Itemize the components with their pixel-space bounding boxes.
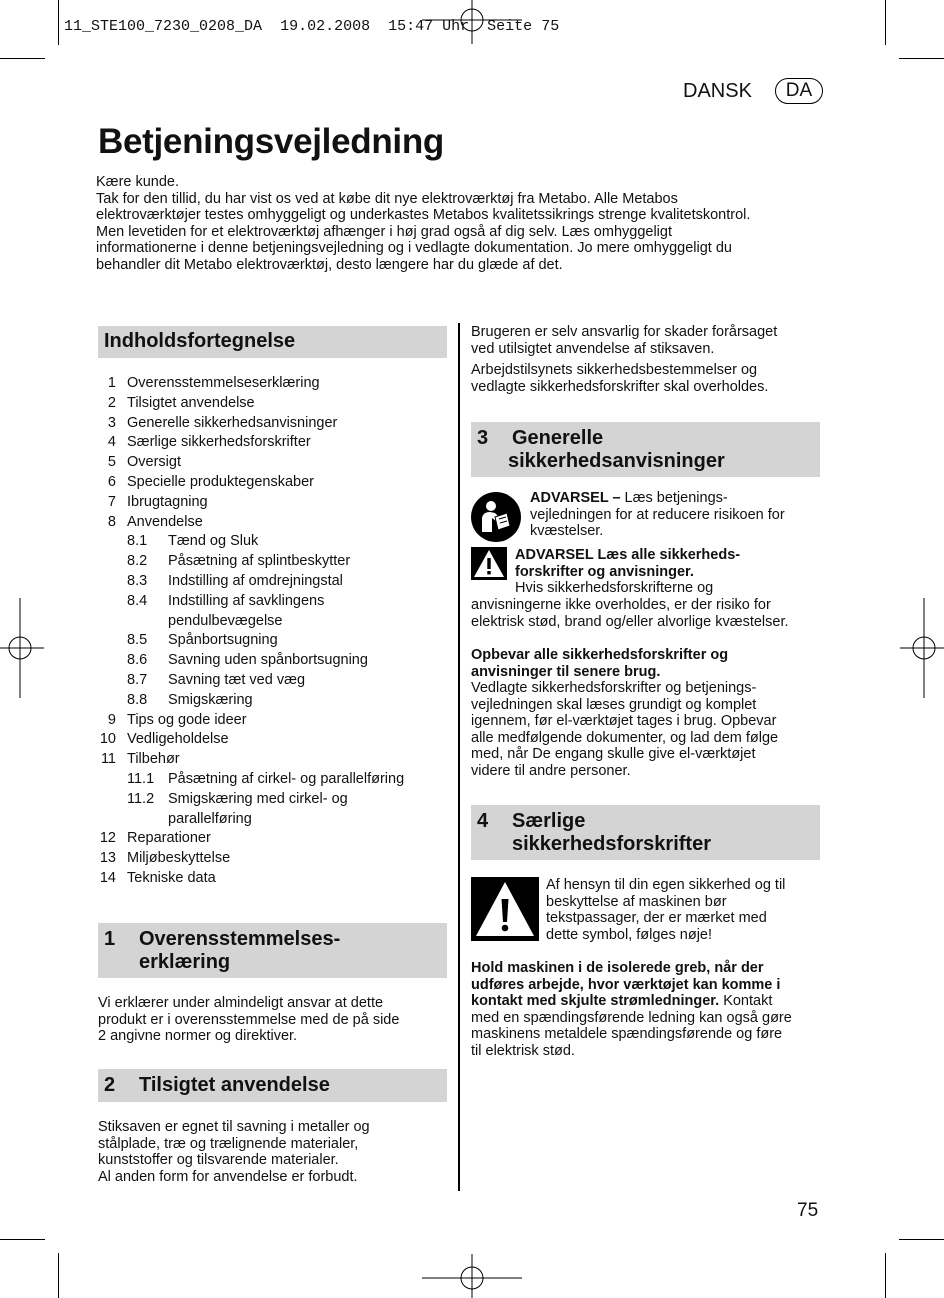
toc-item-label: Specielle produktegenskaber [127,474,315,490]
toc-item-label: Overensstemmelseserklæring [127,375,320,391]
print-time: 15:47 [388,18,434,35]
toc-item-label: Miljøbeskyttelse [127,850,231,867]
language-label: DANSK [683,80,752,102]
toc-item-label: Spånbortsugning [168,632,278,649]
section-3-number: 3 [477,427,489,449]
print-header [64,1,559,35]
registration-mark-right [900,598,944,698]
toc-item-label: Indstilling af savklingens [168,592,325,609]
toc-item-number: 8.5 [127,632,148,649]
toc-item-number: 7 [107,493,116,510]
toc-item-label: Tekniske data [127,870,216,886]
toc-item-number: 13 [99,850,116,867]
intro-line: elektroværktøjer testes omhyggeligt og underkastes Metabos kvalitetssikrings strenge kvalitetskontrol. [96,207,751,223]
crop-mark [885,1253,886,1298]
toc-item-number: 2 [107,394,116,411]
crop-mark [885,0,886,45]
intro-text [96,174,836,273]
toc-item-number: 14 [99,870,116,886]
intro-line: Kære kunde. [96,174,180,190]
page-number: 75 [797,1200,819,1221]
print-slug: 11_STE100_7230_0208_DA [64,18,263,35]
toc-item-number: 5 [107,454,116,471]
warning-read-manual: ADVARSEL – Læs betjenings- vejledningen for at reducere risikoen for kvæstelser. [530,490,785,539]
toc-item-label: Tips og gode ideer [127,711,247,728]
section-2-line: kunststoffer og tilsvarende materialer. [98,1152,339,1168]
section-2-title: Tilsigtet anvendelse [139,1074,330,1096]
section-1-title-line2: erklæring [139,951,231,973]
column-divider [458,323,460,1191]
section-1-line: 2 angivne normer og direktiver. [98,1028,298,1044]
print-time-unit: Uhr [442,18,470,35]
registration-mark-bottom [422,1254,522,1298]
section-4-title-line2: sikkerhedsforskrifter [512,833,711,855]
crop-mark [58,1253,59,1298]
toc-item-label: pendulbevægelse [168,612,283,629]
toc-item-number: 11 [100,751,116,768]
toc-item-number: 6 [107,474,116,490]
toc-item-number: 12 [99,830,116,847]
right-intro-line: vedlagte sikkerhedsforskrifter skal overholdes. [471,378,769,395]
toc-item-number: 4 [107,434,116,451]
toc-item-number: 3 [107,414,116,431]
toc-item-number: 1 [107,375,116,391]
crop-mark [0,58,45,59]
toc-item-label: Savning uden spånbortsugning [168,652,368,669]
large-warning-triangle-icon [471,877,539,941]
section-1-title-line1: Overensstemmelses- [139,928,341,950]
toc-item-number: 8.7 [127,672,148,688]
warning-triangle-icon [471,547,507,580]
warning-read-all: ADVARSEL Læs alle sikkerheds- forskrifter og anvisninger. Hvis sikkerhedsforskrifterne og [515,547,741,596]
section-1-line: produkt er i overensstemmelse med de på side [98,1011,400,1028]
toc-item-label: Påsætning af splintbeskytter [168,553,351,570]
toc-item-number: 11.1 [127,771,155,787]
section-2-line: Stiksaven er egnet til savning i metaller og [98,1119,370,1135]
section-2-heading [98,1069,447,1102]
crop-mark [58,0,59,45]
registration-mark-left [0,598,44,698]
toc-item-number: 8.4 [127,592,148,609]
toc-item-label: Smigskæring [168,691,253,708]
toc-item-number: 11.2 [127,790,155,807]
toc-item-number: 8.6 [127,652,148,669]
toc-item-label: Reparationer [127,830,211,847]
toc-item-label: Ibrugtagning [127,493,208,510]
toc-item-number: 8.2 [127,553,148,570]
toc-item-number: 9 [107,711,116,728]
section-1-heading [98,923,447,978]
toc-heading-text: Indholdsfortegnelse [104,330,296,352]
toc-item-label: Særlige sikkerhedsforskrifter [127,434,311,451]
toc-item-number: 8.1 [127,533,148,550]
toc-item-number: 10 [99,731,116,748]
warning-consequence: anvisningerne ikke overholdes, er der risiko for elektrisk stød, brand og/eller alvorlige kvæstelser. [471,597,789,630]
read-manual-icon [471,492,521,542]
language-code-badge: DA [775,78,823,104]
section-1-body [98,995,453,1045]
toc-item-label: Indstilling af omdrejningstal [168,573,343,589]
toc-heading [98,326,447,358]
intro-line: informationerne i denne betjeningsvejledning og i vedlagte dokumentation. Jo mere omhyggeligt du [96,240,732,256]
section-2-line: stålplade, træ og trælignende materialer, [98,1135,359,1152]
right-intro-line: Brugeren er selv ansvarlig for skader forårsaget [471,324,778,340]
intro-line: Men levetiden for et elektroværktøj afhænger i høj grad også af dig selv. Læs omhyggeligt [96,223,672,240]
special-safety-note: Af hensyn til din egen sikkerhed og til beskyttelse af maskinen bør tekstpassager, der er mærket med dette symbol, følges nøje! [546,877,786,943]
toc-item-number: 8 [107,513,116,530]
section-3-title-line2: sikkerhedsanvisninger [508,450,725,472]
crop-mark [0,1239,45,1240]
toc-item-label: Påsætning af cirkel- og parallelføring [168,771,405,787]
page-title: Betjeningsvejledning [98,122,444,161]
section-3-heading [471,422,820,477]
toc-item-label: Smigskæring med cirkel- og [168,790,348,807]
insulated-grip-warning: Hold maskinen i de isolerede greb, når der udføres arbejde, hvor værktøjet kan komme i kontakt med skjulte strømledninger. Kontakt med en spændingsførende ledning kan også gøre maskinens metaldele spændingsførende og føre til elektrisk stød. [471,960,792,1059]
toc-list [98,375,458,895]
section-2-line: Al anden form for anvendelse er forbudt. [98,1168,358,1185]
print-seite-num: 75 [541,18,560,35]
toc-item-label: parallelføring [168,810,252,827]
section-1-number: 1 [104,928,116,950]
section-3-title-line1: Generelle [512,427,604,449]
toc-item-label: Tilsigtet anvendelse [127,394,255,411]
toc-item-label: Anvendelse [127,513,203,530]
print-seite-label: Seite [487,18,533,35]
toc-item-label: Generelle sikkerhedsanvisninger [127,414,338,431]
toc-item-label: Savning tæt ved væg [168,672,306,688]
toc-item-label: Vedligeholdelse [127,731,229,748]
right-intro [471,324,831,395]
right-intro-line: ved utilsigtet anvendelse af stiksaven. [471,340,715,357]
section-4-number: 4 [477,810,489,832]
toc-item-number: 8.3 [127,573,148,589]
intro-line: Tak for den tillid, du har vist os ved at købe dit nye elektroværktøj fra Metabo. Alle Metabos [96,190,678,207]
crop-mark [899,1239,944,1240]
right-intro-line: Arbejdstilsynets sikkerhedsbestemmelser og [471,362,758,378]
section-2-body [98,1119,453,1185]
toc-item-label: Tænd og Sluk [168,533,259,550]
crop-mark [899,58,944,59]
toc-item-number: 8.8 [127,691,148,708]
section-4-title-line1: Særlige [512,810,586,832]
section-2-number: 2 [104,1074,116,1096]
toc-item-label: Oversigt [127,454,181,471]
intro-line: behandler dit Metabo elektroværktøj, desto længere har du glæde af det. [96,256,563,273]
keep-instructions: Opbevar alle sikkerhedsforskrifter og anvisninger til senere brug. Vedlagte sikkerhedsforskrifter og betjenings- vejledningen skal læses grundigt og komplet igennem, før el-værktøjet tages i brug. Opbevar alle medfølgende dokumenter, og lad dem følge med, når De engang skulle give el-værktøjet videre til andre personer. [471,647,779,779]
toc-item-label: Tilbehør [127,751,180,768]
warning-label: ADVARSEL – [530,490,621,506]
section-4-heading [471,805,820,860]
section-1-line: Vi erklærer under almindeligt ansvar at dette [98,995,384,1011]
print-date: 19.02.2008 [280,18,371,35]
